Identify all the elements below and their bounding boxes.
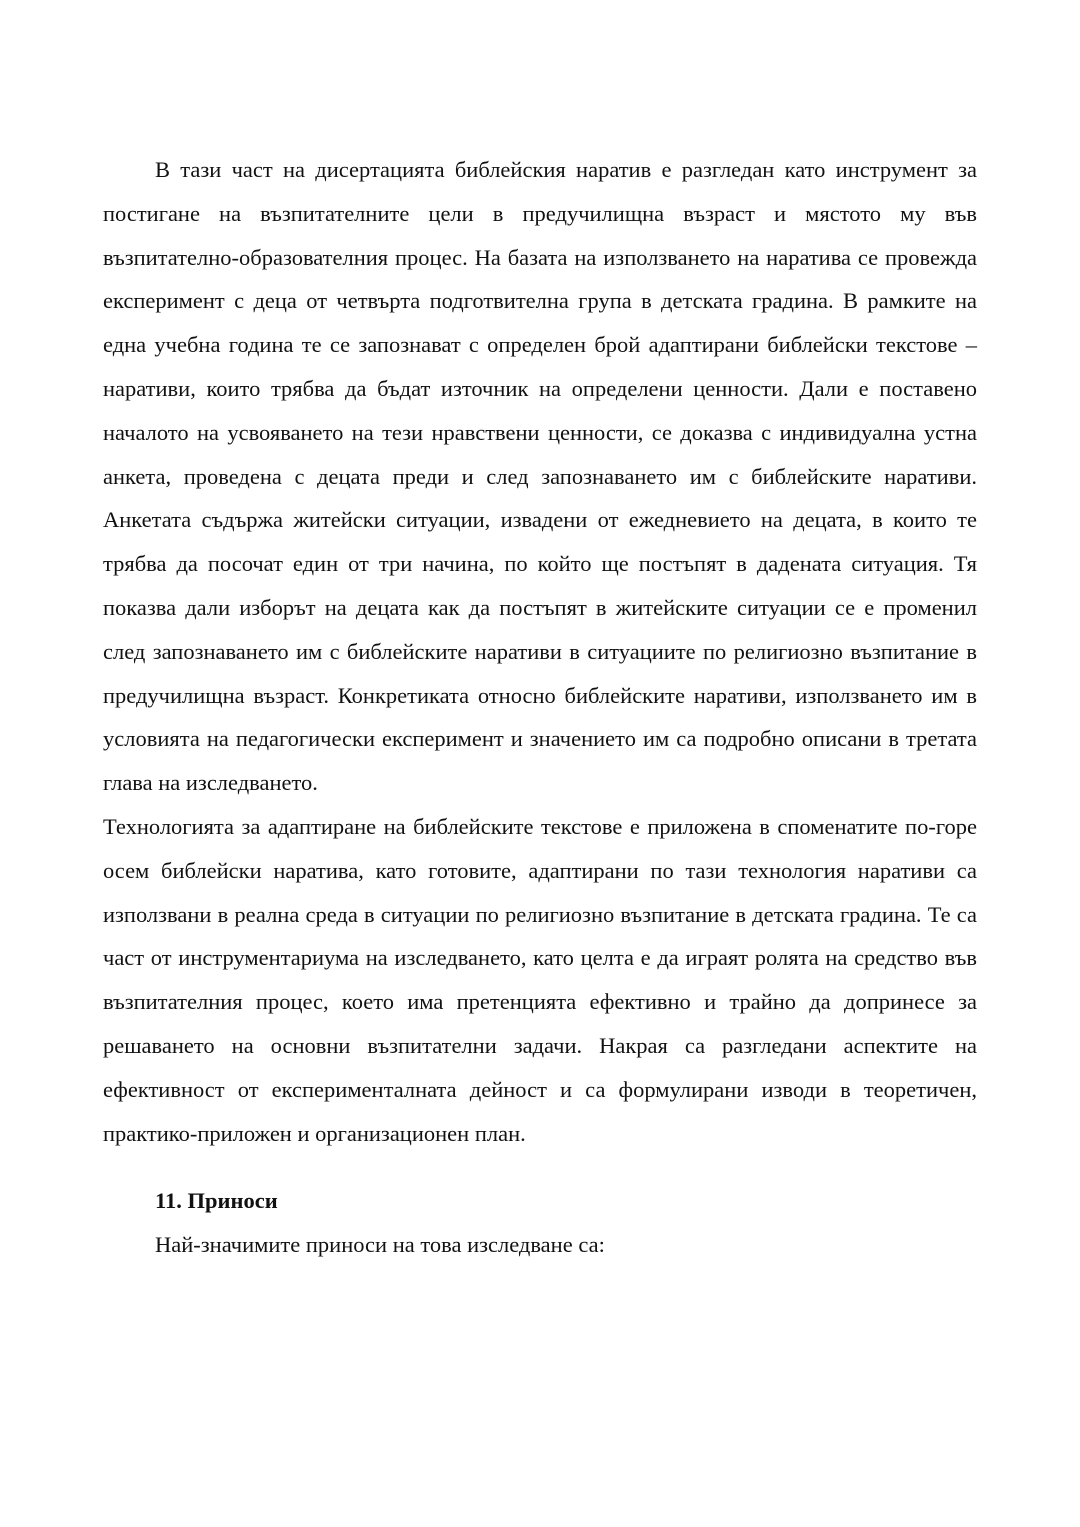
paragraph-technology-adaptation: Технологията за адаптиране на библейските текстове е приложена в споменатите по-горе осем библейски наратива, като готовите, адаптирани по тази технология наративи са използвани в реална среда в ситуации по религиозно възпитание в детската градина. Те са част от инструментариума на изследването, като целта е да играят ролята на средство във възпитателния процес, което има претенцията ефективно и трайно да допринесе за решаването на основни възпитателни задачи. Накрая са разгледани аспектите на ефективност от експерименталната дейност и са формулирани изводи в теоретичен, практико-приложен и организационен план. [103, 813, 977, 1146]
section-heading-contributions: 11. Приноси [155, 1188, 278, 1214]
document-body [103, 148, 977, 1267]
paragraph-experiment-description: В тази част на дисертацията библейския наратив е разгледан като инструмент за постигане на възпитателните цели в предучилищна възраст и мястото му във възпитателно-образователния процес. На базата на използването на наратива се провежда експеримент с деца от четвърта подготвителна група в детската градина. В рамките на една учебна година те се запознават с определен брой адаптирани библейски текстове – наративи, които трябва да бъдат източник на определени ценности. Дали е поставено началото на усвояването на тези нравствени ценности, се доказва с индивидуална устна анкета, проведена с децата преди и след запознаването им с библейските наративи. Анкетата съдържа житейски ситуации, извадени от ежедневието на децата, в които те трябва да посочат един от три начина, по който ще постъпят в дадената ситуация. Тя показва дали изборът на децата как да постъпят в житейските ситуации се е променил след запознаването им с библейските наративи в ситуациите по религиозно възпитание в предучилищна възраст. Конкретиката относно библейските наративи, използването им в условията на педагогически експеримент и значението им са подробно описани в третата глава на изследването. [103, 157, 977, 796]
section-intro-text: Най-значимите приноси на това изследване са: [155, 1232, 605, 1258]
